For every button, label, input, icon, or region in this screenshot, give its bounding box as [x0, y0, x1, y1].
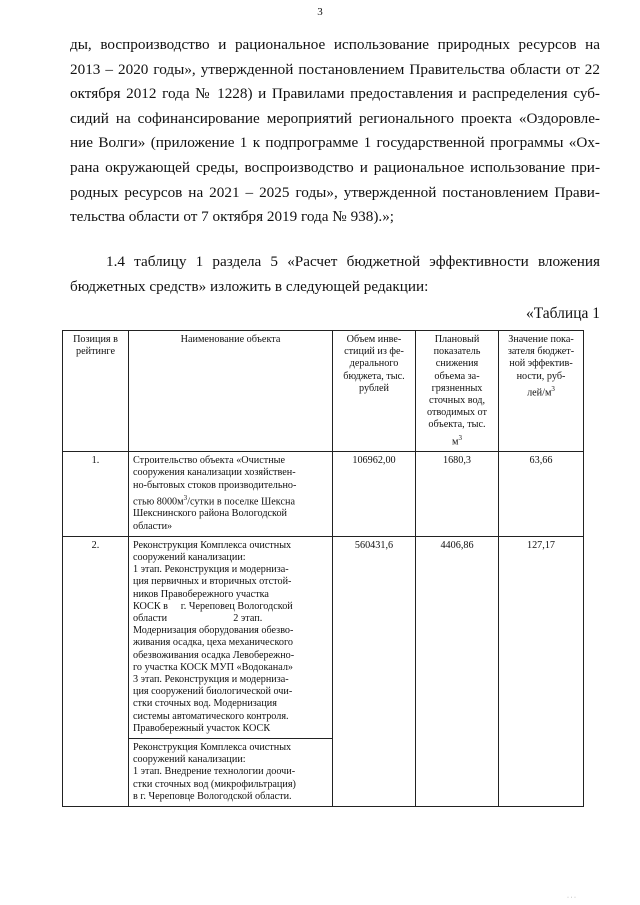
cell-efficiency: 63,66 [499, 452, 584, 537]
header-position: Позиция в рейтинге [63, 331, 129, 452]
efficiency-table [62, 330, 584, 807]
header-investment: Объем инве- стиций из фе- дерального бюджета, тыс. рублей [333, 331, 416, 452]
cell-name: Реконструкция Комплекса очистных сооружений канализации: 1 этап. Реконструкция и модерниза- ция первичных и вторичных отстой- ников Правобережного участка КОСК в г. Череповец Вологодской области 2 этап. Модернизация оборудования обезво- живания осадка, цеха механического обезвоживания осадка Левобережно- го участка КОСК МУП «Водоканал» 3 этап. Реконструкция и модерниза- ция сооружений биологической очи- стки сточных вод. Модернизация системы автоматического контроля. Правобережный участок КОСК [129, 536, 333, 738]
header-name: Наименование объекта [129, 331, 333, 452]
text-line: бюджетных средств» изложить в следующей редакции: [70, 277, 429, 295]
cell-investment: 560431,6 [333, 536, 416, 806]
text-line: 1.4 таблицу 1 раздела 5 «Расчет бюджетной эффективности вложения [106, 253, 600, 270]
paragraph-item-1-4 [70, 250, 600, 299]
text-line: ние Волги» (приложение 1 к подпрограмме 1 государственной программы «Ох- [70, 134, 600, 152]
text-line: тельства области от 7 октября 2019 года № 938).»; [70, 208, 395, 226]
header-planned: Плановый показатель снижения объема за- грязненных сточных вод, отводимых от объекта, тыс. $м^3$ [416, 331, 499, 452]
page-number: 3 [317, 6, 323, 18]
cell-planned: 4406,86 [416, 536, 499, 806]
table-header-row [63, 331, 584, 452]
table-row [63, 536, 584, 738]
text-line: ды, воспроизводство и рациональное использование природных ресурсов на [70, 36, 600, 53]
text-line: рана окружающей среды, воспроизводство и рациональное использование при- [70, 158, 600, 176]
text-line: родных ресурсов на 2021 – 2025 годы», утвержденной постановлением Прави- [70, 183, 600, 201]
table-caption: «Таблица 1 [525, 305, 600, 322]
text-line: сидий на софинансирование мероприятий регионального проекта «Оздоровле- [70, 109, 600, 127]
cell-name-part-2: Реконструкция Комплекса очистных сооружений канализации: 1 этап. Внедрение технологии доочи- стки сточных вод (микрофильтрация) в г. Череповце Вологодской области. [129, 739, 333, 807]
header-efficiency: Значение пока- зателя бюджет- ной эффектив- ности, руб- лей/$м^3$ [499, 331, 584, 452]
cell-efficiency: 127,17 [499, 536, 584, 806]
text-line: октября 2012 года № 1228) и Правилами предоставления и распределения суб- [70, 85, 600, 103]
cell-position: 2. [63, 536, 129, 806]
text-line: 2013 – 2020 годы», утвержденной постановлением Правительства области от 22 [70, 60, 600, 78]
scan-mark: · · · [567, 895, 576, 901]
paragraph-continuation [70, 33, 600, 230]
cell-investment: 106962,00 [333, 452, 416, 537]
cell-planned: 1680,3 [416, 452, 499, 537]
table-row [63, 452, 584, 537]
cell-position: 1. [63, 452, 129, 537]
cell-name: Строительство объекта «Очистные сооружения канализации хозяйствен- но-бытовых стоков производительно- стью $8000м^3$/сутки в поселке Шексна Шекснинского района Вологодской области» [129, 452, 333, 537]
